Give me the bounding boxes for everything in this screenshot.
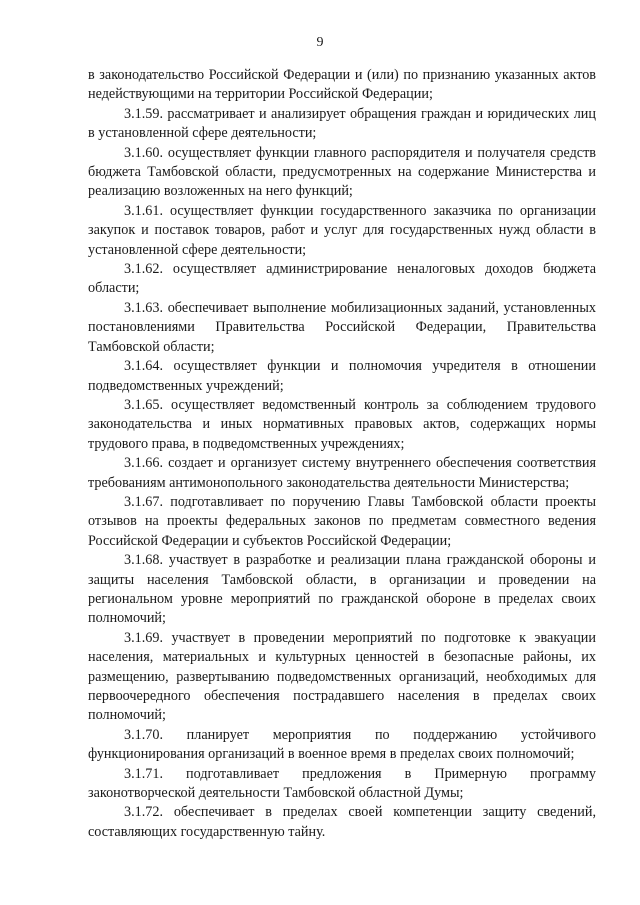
- paragraph-3-1-68: 3.1.68. участвует в разработке и реализации плана гражданской обороны и защиты населения Тамбовской области, в организации и проведении на региональном уровне мероприятий по гражданской обороне в пределах своих полномочий;: [88, 552, 596, 627]
- paragraph-3-1-67: 3.1.67. подготавливает по поручению Главы Тамбовской области проекты отзывов на проекты федеральных законов по предметам совместного ведения Российской Федерации и субъектов Российской Федерации;: [88, 493, 596, 549]
- paragraph-3-1-72: 3.1.72. обеспечивает в пределах своей компетенции защиту сведений, составляющих государственную тайну.: [88, 804, 596, 840]
- paragraph-3-1-62: 3.1.62. осуществляет администрирование неналоговых доходов бюджета области;: [88, 261, 596, 297]
- paragraph-3-1-69: 3.1.69. участвует в проведении мероприятий по подготовке к эвакуации населения, материальных и культурных ценностей в безопасные районы, их размещению, развертыванию подведомственных организаций, необходимых для первоочередного обеспечения пострадавшего населения в пределах своих полномочий;: [88, 629, 596, 724]
- paragraph-3-1-71: 3.1.71. подготавливает предложения в Примерную программу законотворческой деятельности Тамбовской областной Думы;: [88, 765, 596, 802]
- document-body: [88, 66, 596, 842]
- paragraph-3-1-61: 3.1.61. осуществляет функции государственного заказчика по организации закупок и поставок товаров, работ и услуг для государственных нужд области в установленной сфере деятельности;: [88, 202, 596, 258]
- page-number: 9: [316, 35, 324, 50]
- paragraph-3-1-63: 3.1.63. обеспечивает выполнение мобилизационных заданий, установленных постановлениями Правительства Российской Федерации, Правительства Тамбовской области;: [88, 299, 596, 355]
- paragraph-3-1-65: 3.1.65. осуществляет ведомственный контроль за соблюдением трудового законодательства и иных нормативных правовых актов, содержащих нормы трудового права, в подведомственных учреждениях;: [88, 396, 596, 452]
- paragraph-3-1-66: 3.1.66. создает и организует систему внутреннего обеспечения соответствия требованиям антимонопольного законодательства деятельности Министерства;: [88, 455, 596, 491]
- paragraph-3-1-59: 3.1.59. рассматривает и анализирует обращения граждан и юридических лиц в установленной сфере деятельности;: [88, 105, 596, 142]
- paragraph-3-1-64: 3.1.64. осуществляет функции и полномочия учредителя в отношении подведомственных учреждений;: [88, 358, 596, 394]
- paragraph-3-1-70: 3.1.70. планирует мероприятия по поддержанию устойчивого функционирования организаций в военное время в пределах своих полномочий;: [88, 726, 596, 763]
- paragraph-continuation: в законодательство Российской Федерации и (или) по признанию указанных актов недействующими на территории Российской Федерации;: [88, 67, 596, 103]
- paragraph-3-1-60: 3.1.60. осуществляет функции главного распорядителя и получателя средств бюджета Тамбовской области, предусмотренных на содержание Министерства и реализацию возложенных на него функций;: [88, 144, 596, 200]
